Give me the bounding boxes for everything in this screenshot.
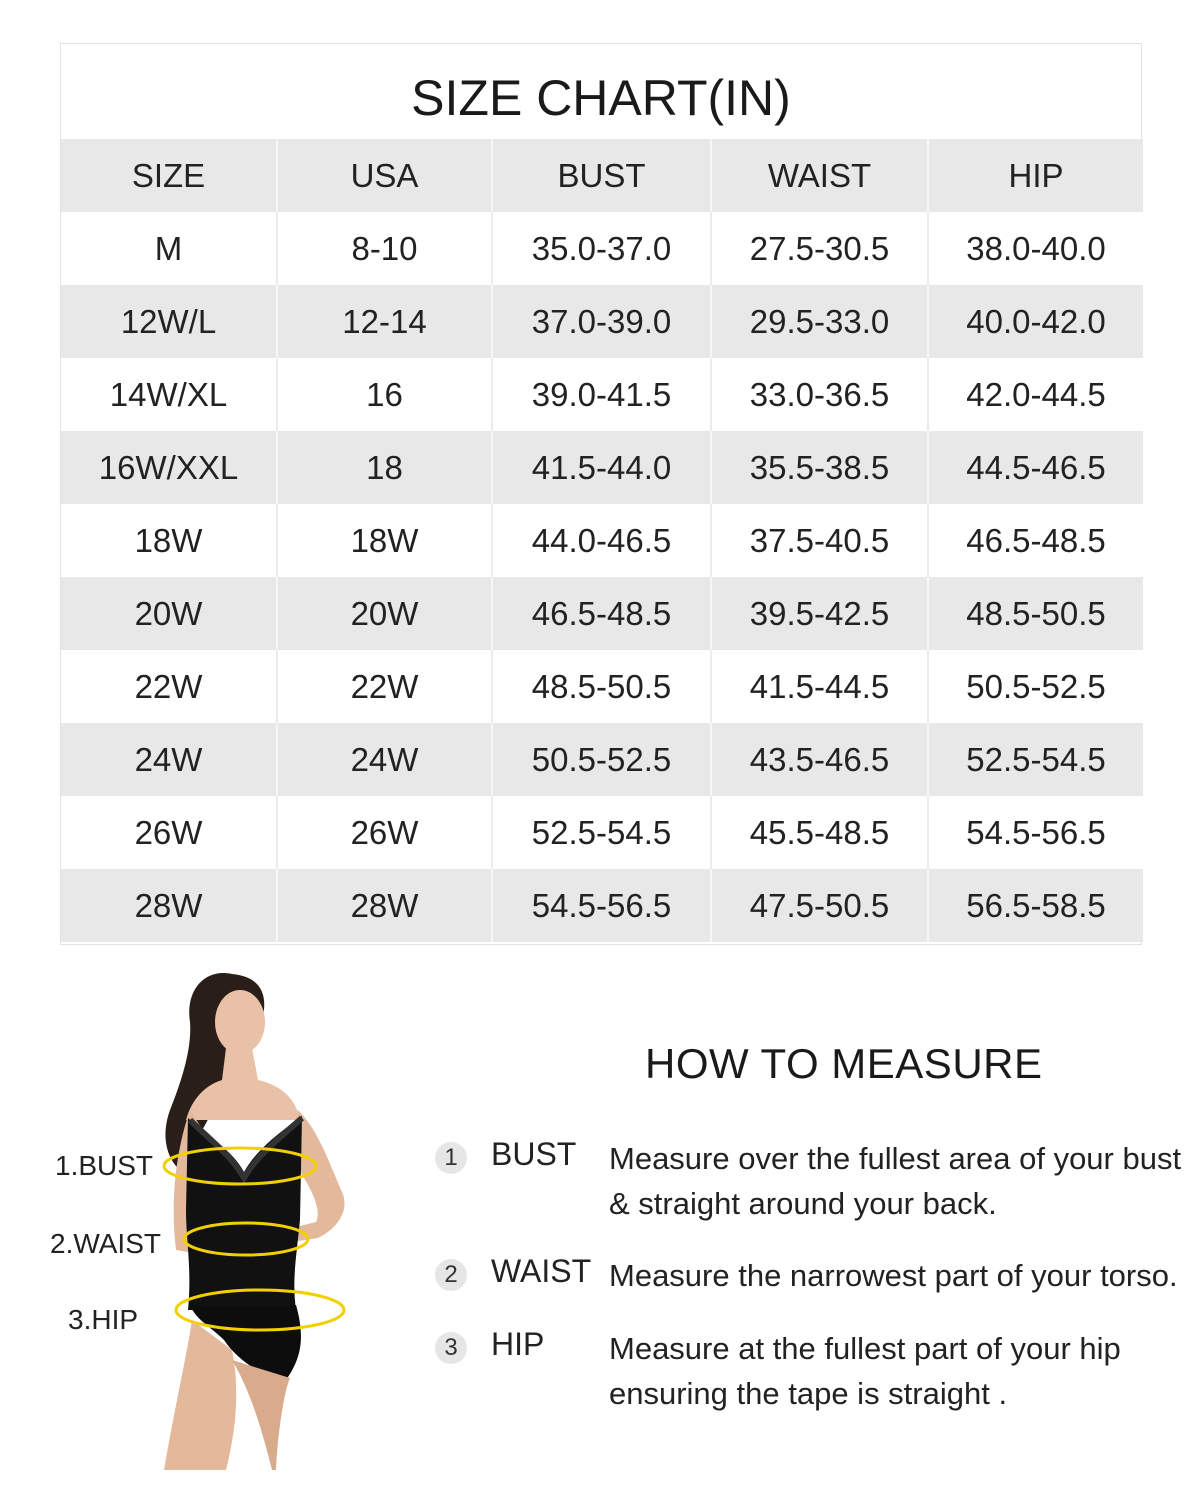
cell-hip: 40.0-42.0 [928, 285, 1143, 358]
cell-size: 28W [61, 869, 277, 942]
header-hip: HIP [928, 139, 1143, 212]
step-name: WAIST [491, 1253, 592, 1289]
size-table [61, 139, 1143, 942]
cell-hip: 38.0-40.0 [928, 212, 1143, 285]
cell-size: 24W [61, 723, 277, 796]
model-figure [0, 960, 430, 1480]
table-row [61, 796, 1143, 869]
table-row [61, 650, 1143, 723]
cell-hip: 42.0-44.5 [928, 358, 1143, 431]
cell-bust: 44.0-46.5 [492, 504, 711, 577]
table-row [61, 723, 1143, 796]
header-bust: BUST [492, 139, 711, 212]
cell-size: 26W [61, 796, 277, 869]
table-row [61, 577, 1143, 650]
cell-waist: 45.5-48.5 [711, 796, 928, 869]
cell-size: 22W [61, 650, 277, 723]
cell-waist: 35.5-38.5 [711, 431, 928, 504]
hip-label: 3.HIP [68, 1304, 139, 1335]
cell-waist: 37.5-40.5 [711, 504, 928, 577]
cell-hip: 50.5-52.5 [928, 650, 1143, 723]
table-header-row [61, 139, 1143, 212]
cell-usa: 16 [277, 358, 492, 431]
cell-bust: 41.5-44.0 [492, 431, 711, 504]
table-row [61, 869, 1143, 942]
step-description: Measure at the fullest part of your hip ensuring the tape is straight . [609, 1331, 1121, 1411]
cell-waist: 41.5-44.5 [711, 650, 928, 723]
table-row [61, 285, 1143, 358]
cell-usa: 18 [277, 431, 492, 504]
header-usa: USA [277, 139, 492, 212]
step-name: HIP [491, 1326, 545, 1362]
cell-usa: 8-10 [277, 212, 492, 285]
cell-waist: 29.5-33.0 [711, 285, 928, 358]
cell-waist: 43.5-46.5 [711, 723, 928, 796]
cell-bust: 37.0-39.0 [492, 285, 711, 358]
cell-waist: 39.5-42.5 [711, 577, 928, 650]
cell-size: 12W/L [61, 285, 277, 358]
cell-size: 20W [61, 577, 277, 650]
step-number-badge: 2 [435, 1259, 467, 1291]
cell-hip: 48.5-50.5 [928, 577, 1143, 650]
table-row [61, 504, 1143, 577]
cell-bust: 35.0-37.0 [492, 212, 711, 285]
cell-usa: 12-14 [277, 285, 492, 358]
leg-shape [164, 1320, 236, 1470]
model-illustration [0, 960, 430, 1480]
cell-hip: 54.5-56.5 [928, 796, 1143, 869]
table-row [61, 431, 1143, 504]
step-name: BUST [491, 1136, 577, 1172]
cell-hip: 44.5-46.5 [928, 431, 1143, 504]
cell-waist: 47.5-50.5 [711, 869, 928, 942]
how-to-measure-title: HOW TO MEASURE [645, 1040, 1043, 1087]
cell-hip: 46.5-48.5 [928, 504, 1143, 577]
cell-usa: 24W [277, 723, 492, 796]
face-shape [215, 990, 265, 1054]
step-description: Measure the narrowest part of your torso. [609, 1258, 1178, 1293]
cell-usa: 20W [277, 577, 492, 650]
swimsuit-top-shape [186, 1116, 302, 1310]
cell-waist: 27.5-30.5 [711, 212, 928, 285]
cell-size: 18W [61, 504, 277, 577]
table-row [61, 358, 1143, 431]
step-number-badge: 1 [435, 1142, 467, 1174]
step-number-badge: 3 [435, 1332, 467, 1364]
cell-bust: 39.0-41.5 [492, 358, 711, 431]
cell-size: 16W/XXL [61, 431, 277, 504]
cell-usa: 18W [277, 504, 492, 577]
cell-size: 14W/XL [61, 358, 277, 431]
header-size: SIZE [61, 139, 277, 212]
header-waist: WAIST [711, 139, 928, 212]
cell-usa: 22W [277, 650, 492, 723]
cell-waist: 33.0-36.5 [711, 358, 928, 431]
cell-bust: 52.5-54.5 [492, 796, 711, 869]
cell-size: M [61, 212, 277, 285]
cell-usa: 26W [277, 796, 492, 869]
cell-hip: 52.5-54.5 [928, 723, 1143, 796]
step-description: Measure over the fullest area of your bust & straight around your back. [609, 1141, 1182, 1221]
cell-hip: 56.5-58.5 [928, 869, 1143, 942]
cell-bust: 50.5-52.5 [492, 723, 711, 796]
cell-bust: 54.5-56.5 [492, 869, 711, 942]
table-row [61, 212, 1143, 285]
cell-bust: 46.5-48.5 [492, 577, 711, 650]
cell-bust: 48.5-50.5 [492, 650, 711, 723]
size-chart [60, 43, 1142, 945]
waist-label: 2.WAIST [50, 1228, 161, 1259]
cell-usa: 28W [277, 869, 492, 942]
leg-shape [232, 1360, 290, 1470]
bust-label: 1.BUST [55, 1150, 154, 1181]
chart-title: SIZE CHART(IN) [411, 70, 791, 126]
